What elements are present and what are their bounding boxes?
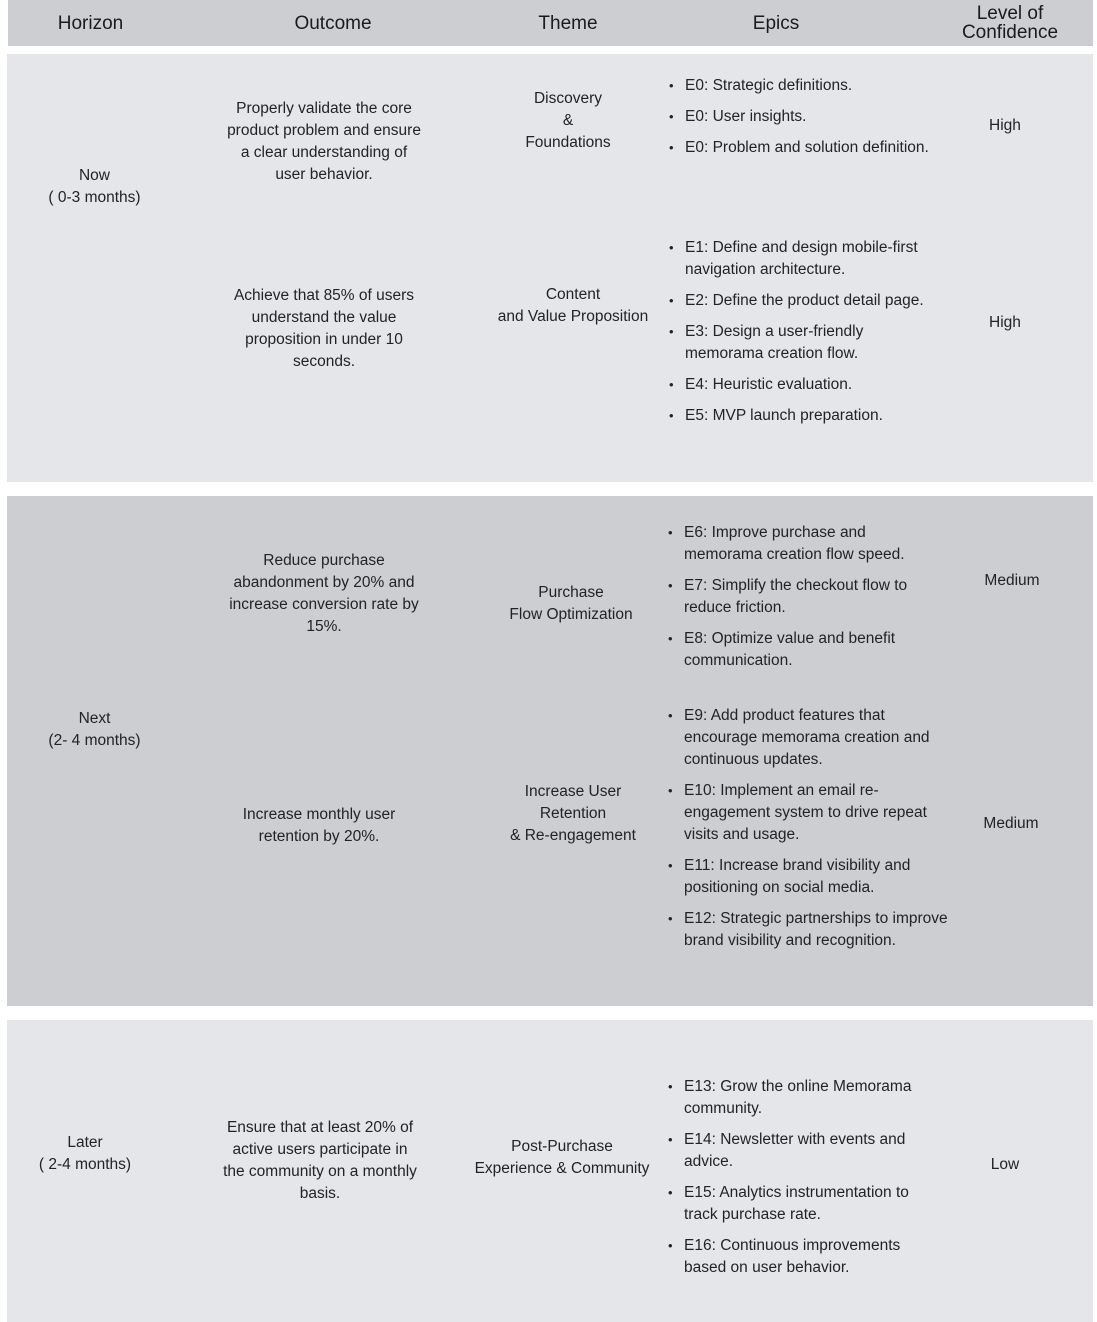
header-confidence-line2: Confidence (961, 22, 1059, 43)
epic-item: • E10: Implement an email re-engagement system to drive repeat visits and usage. (668, 780, 948, 846)
confidence-value: High (989, 117, 1021, 134)
outcome-cell (224, 550, 424, 638)
outcome-cell (220, 1117, 420, 1205)
confidence-value: High (989, 314, 1021, 331)
horizon-range: (2- 4 months) (48, 732, 141, 749)
outcome-text: Ensure that at least 20% of active users participate in the community on a monthly basis. (223, 1119, 417, 1202)
outcome-cell (224, 285, 424, 373)
theme-line: Purchase (538, 584, 604, 601)
confidence-cell (955, 115, 1055, 137)
confidence-value: Medium (984, 572, 1040, 589)
epics-list (669, 237, 939, 436)
theme-line: Retention (539, 805, 607, 822)
header-theme: Theme (538, 12, 598, 34)
epics-list (668, 705, 948, 961)
outcome-text: Increase monthly user retention by 20%. (242, 806, 396, 845)
outcome-cell (224, 86, 424, 198)
confidence-cell (962, 570, 1062, 592)
theme-cell (459, 1136, 665, 1180)
header-horizon: Horizon (57, 12, 124, 34)
epic-item: • E5: MVP launch preparation. (669, 405, 939, 427)
horizon-label: Now (78, 167, 110, 184)
epics-list (669, 75, 939, 168)
epic-item: • E9: Add product features that encourage memorama creation and continuous updates. (668, 705, 948, 771)
theme-line: Increase User (524, 783, 622, 800)
theme-line: & Re-engagement (510, 827, 636, 844)
theme-cell (478, 284, 668, 328)
confidence-cell (961, 813, 1061, 835)
epic-item: • E1: Define and design mobile-first navigation architecture. (669, 237, 939, 281)
theme-line: & (562, 112, 574, 129)
epics-list (668, 522, 940, 681)
epic-item: • E2: Define the product detail page. (669, 290, 939, 312)
theme-cell (476, 582, 666, 626)
section-next (7, 496, 1093, 1006)
theme-line: Flow Optimization (509, 606, 633, 623)
epic-item: • E8: Optimize value and benefit communication. (668, 628, 940, 672)
horizon-cell (7, 1129, 163, 1179)
table-header (8, 0, 1093, 46)
header-outcome: Outcome (294, 12, 372, 34)
horizon-range: ( 2-4 months) (38, 1156, 132, 1173)
horizon-cell (7, 162, 182, 212)
epic-item: • E11: Increase brand visibility and positioning on social media. (668, 855, 948, 899)
outcome-text: Achieve that 85% of users understand the value proposition in under 10 seconds. (233, 287, 415, 370)
confidence-value: Medium (983, 815, 1039, 832)
theme-line: Discovery (533, 90, 603, 107)
theme-cell (473, 88, 663, 154)
epic-item: • E0: User insights. (669, 106, 939, 128)
epic-item: • E13: Grow the online Memorama community. (668, 1076, 940, 1120)
epic-item: • E0: Problem and solution definition. (669, 137, 939, 159)
confidence-cell (955, 1154, 1055, 1176)
theme-line: Content (545, 286, 601, 303)
outcome-text: Properly validate the core product problem and ensure a clear understanding of user behavior. (227, 100, 421, 183)
epic-item: • E0: Strategic definitions. (669, 75, 939, 97)
theme-line: Foundations (525, 134, 611, 151)
epic-item: • E7: Simplify the checkout flow to reduce friction. (668, 575, 940, 619)
epic-item: • E15: Analytics instrumentation to track purchase rate. (668, 1182, 940, 1226)
epic-item: • E12: Strategic partnerships to improve brand visibility and recognition. (668, 908, 948, 952)
epics-list (668, 1076, 940, 1288)
theme-line: Experience & Community (474, 1160, 650, 1177)
theme-line: Post-Purchase (511, 1138, 613, 1155)
outcome-cell (219, 804, 419, 848)
theme-line: and Value Proposition (497, 308, 649, 325)
epic-item: • E4: Heuristic evaluation. (669, 374, 939, 396)
outcome-text: Reduce purchase abandonment by 20% and increase conversion rate by 15%. (229, 552, 419, 635)
epic-item: • E6: Improve purchase and memorama creation flow speed. (668, 522, 940, 566)
horizon-label: Next (78, 710, 111, 727)
header-confidence (940, 0, 1080, 46)
header-confidence-line1: Level of (976, 3, 1044, 24)
epic-item: • E14: Newsletter with events and advice. (668, 1129, 940, 1173)
horizon-label: Later (67, 1134, 103, 1151)
horizon-range: ( 0-3 months) (48, 189, 141, 206)
epic-item: • E3: Design a user-friendly memorama creation flow. (669, 321, 939, 365)
confidence-value: Low (990, 1156, 1020, 1173)
epic-item: • E16: Continuous improvements based on user behavior. (668, 1235, 940, 1279)
horizon-cell (7, 705, 182, 755)
section-now (7, 54, 1093, 482)
header-epics: Epics (752, 12, 800, 34)
confidence-cell (955, 312, 1055, 334)
theme-cell (478, 781, 668, 847)
section-later (7, 1020, 1093, 1322)
